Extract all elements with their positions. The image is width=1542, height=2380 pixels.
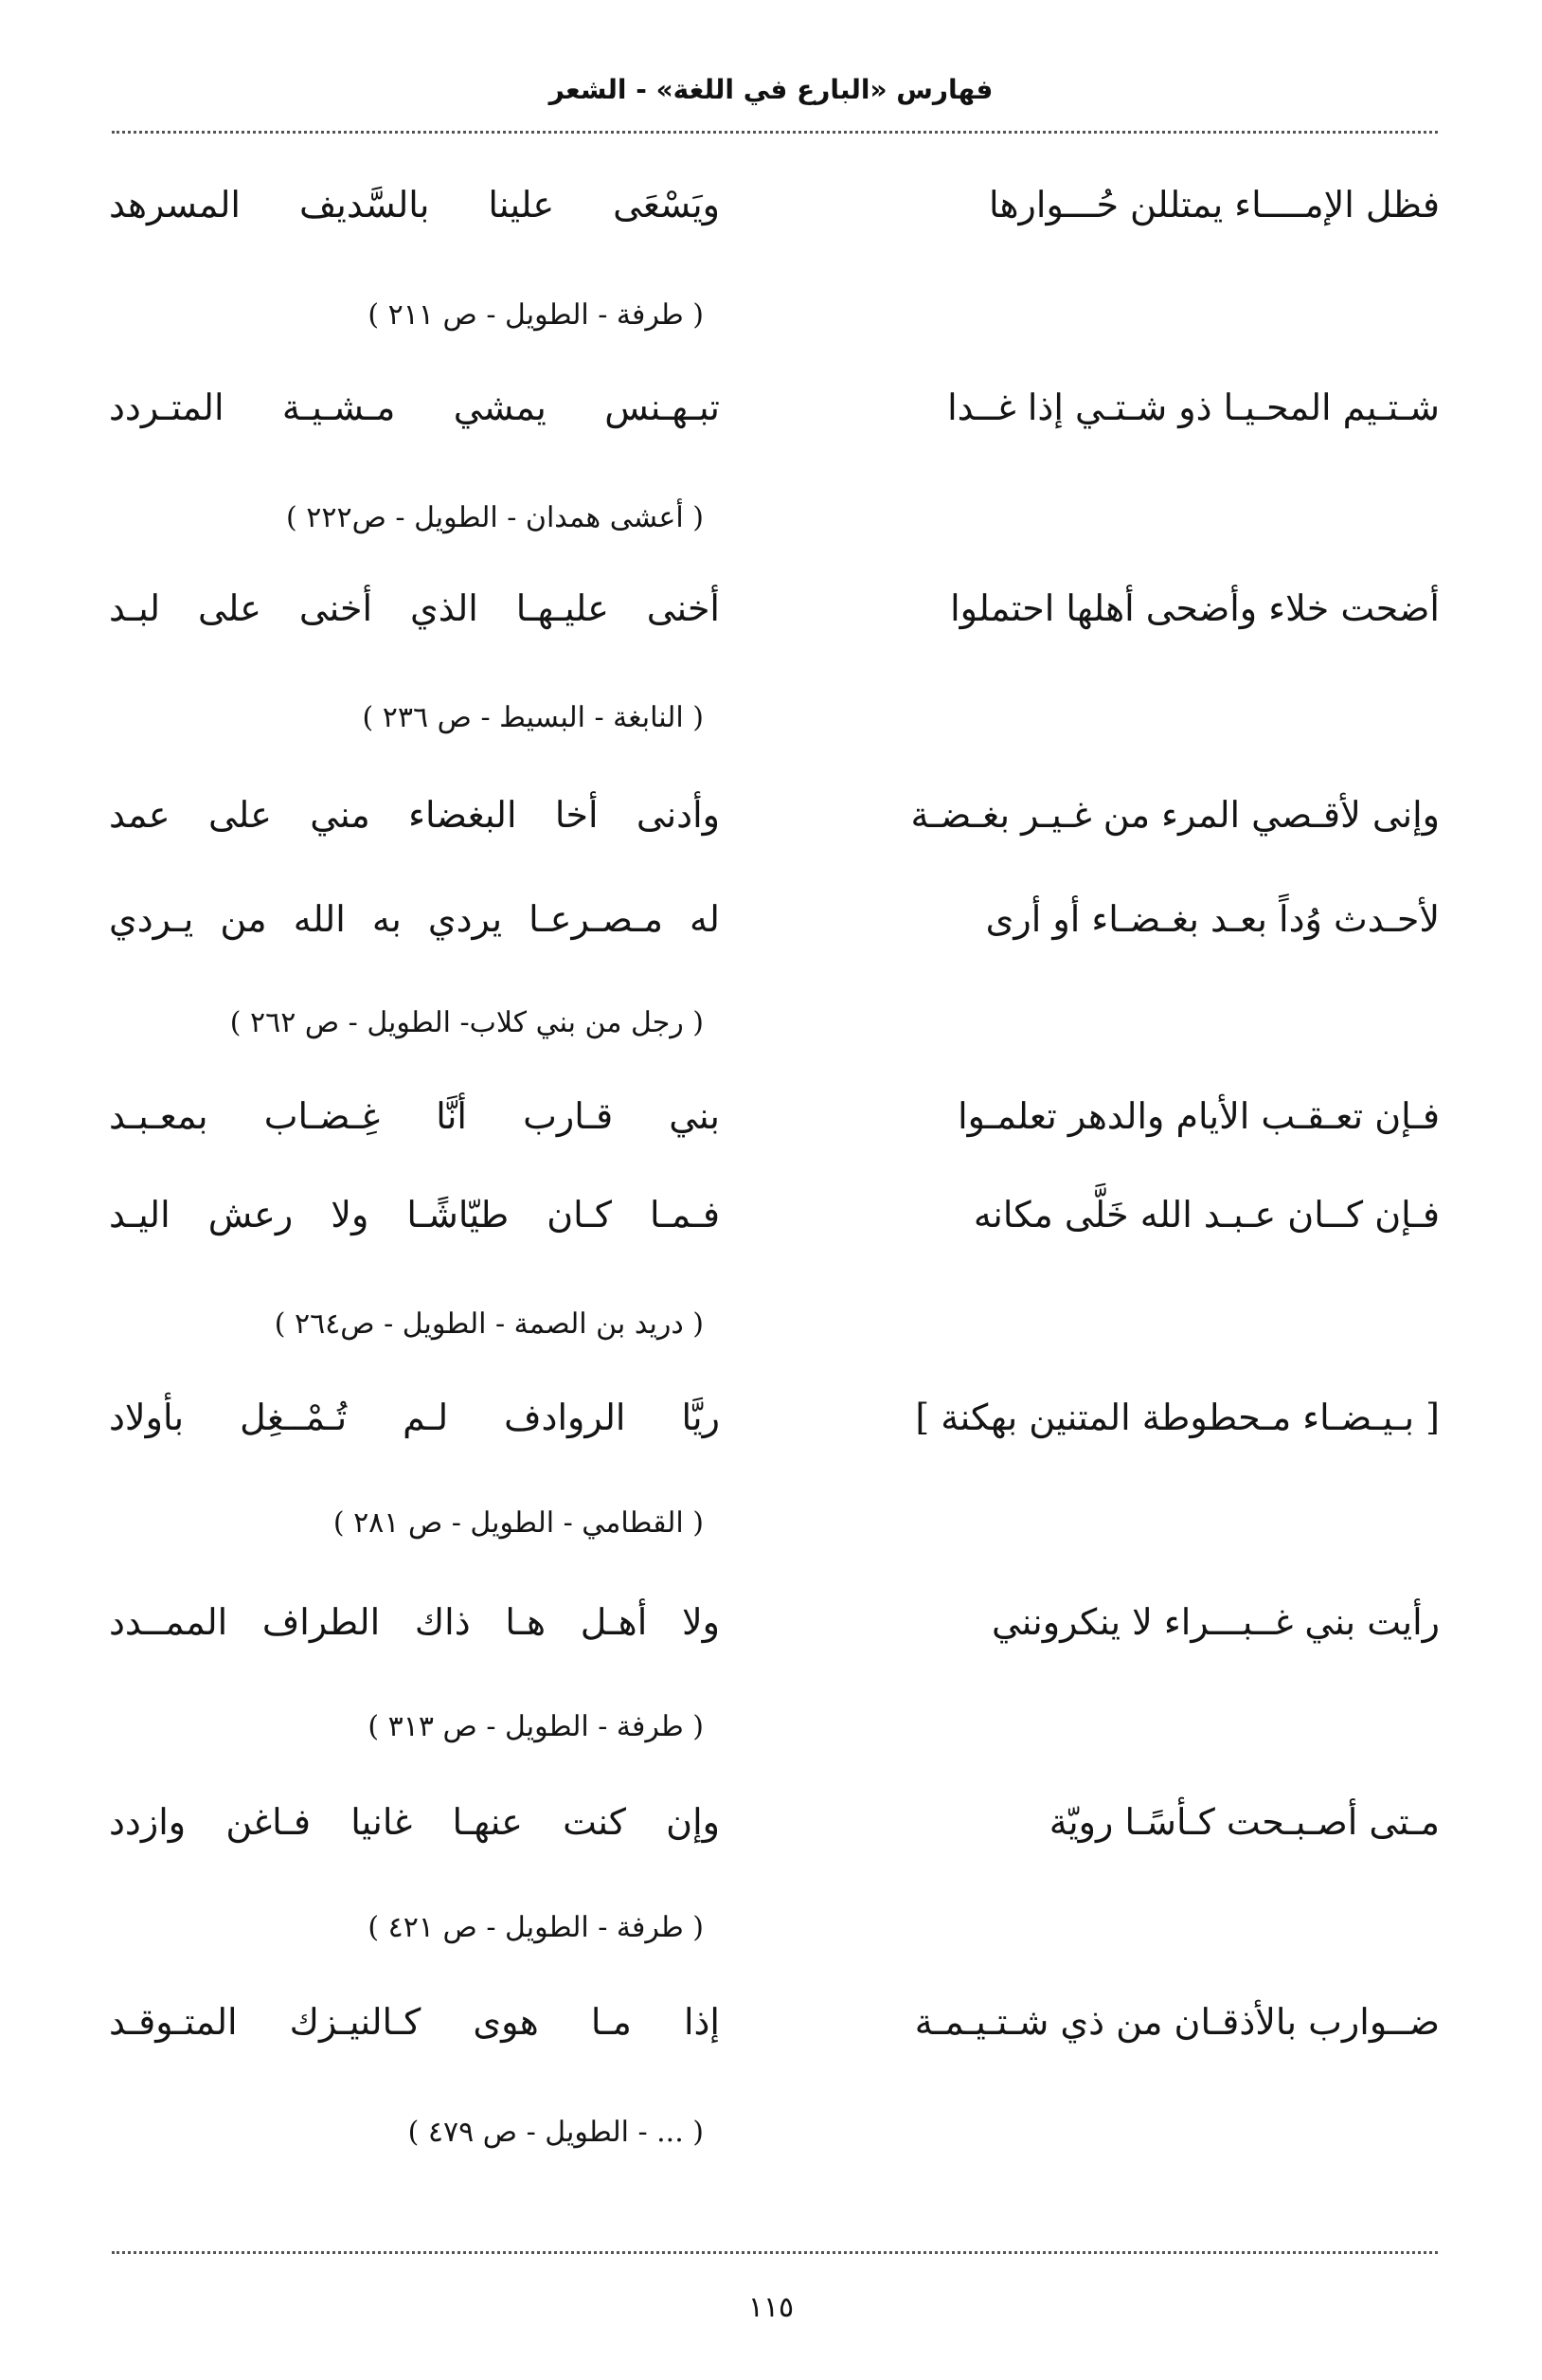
verse-second-hemistich: إذا مـا هوى كـالنيـزك المتـوقـد [109,2001,720,2043]
verse-second-hemistich: ريَّا الروادف لـم تُـمْــغِل بأولاد [109,1397,720,1438]
verse-line [109,1389,1440,1446]
verse-second-hemistich: له مـصـرعـا يردي به الله من يـردي [109,898,720,940]
verse-second-hemistich: ويَسْعَى علينا بالسَّديف المسرهد [109,184,720,225]
citation: ( أعشى همدان - الطويل - ص٢٢٢ ) [286,501,704,534]
verse-first-hemistich: فظل الإمــــاء يمتللن حُـــوارها [988,184,1440,225]
verse-second-hemistich: أخنى عليـهـا الذي أخنى على لبـد [109,587,720,629]
citation: ( النابغة - البسيط - ص ٢٣٦ ) [362,701,704,734]
verse-first-hemistich: أضحت خلاء وأضحى أهلها احتملوا [950,587,1440,629]
verse-first-hemistich: رأيت بني غــبـــراء لا ينكرونني [992,1601,1440,1643]
verse-line [109,1186,1440,1243]
verse-first-hemistich: مـتى أصـبـحت كـأسًـا رويّة [1049,1801,1440,1843]
page-number: ١١٥ [747,2291,795,2324]
citation: ( رجل من بني كلاب- الطويل - ص ٢٦٢ ) [229,1006,704,1039]
verse-line [109,580,1440,637]
verse-first-hemistich: شـتـيم المحـيـا ذو شـتـي إذا غــدا [947,387,1440,428]
verse-line [109,786,1440,843]
verse-second-hemistich: فـمـا كـان طيّاشًـا ولا رعش اليـد [109,1194,720,1235]
verse-line [109,379,1440,436]
verse-first-hemistich: فـإن تعـقـب الأيام والدهر تعلمـوا [958,1095,1440,1137]
verse-second-hemistich: تبـهـنس يمشي مـشـيـة المتـردد [109,387,720,428]
citation: ( طرفة - الطويل - ص ٣١٣ ) [368,1710,704,1743]
citation: ( ... - الطويل - ص ٤٧٩ ) [407,2116,704,2149]
verse-first-hemistich: [ بـيـضـاء مـحطوطة المتنين بهكنة ] [915,1397,1440,1438]
verse-first-hemistich: ضــوارب بالأذقـان من ذي شـتـيـمـة [914,2001,1440,2043]
verse-line [109,176,1440,233]
verse-first-hemistich: وإنى لأقـصي المرء من غـيـر بغـضـة [910,794,1440,836]
verse-first-hemistich: لأحـدث وُداً بعـد بغـضـاء أو أرى [985,898,1440,940]
verse-first-hemistich: فـإن كــان عـبـد الله خَلَّى مكانه [973,1194,1440,1235]
citation: ( القطامي - الطويل - ص ٢٨١ ) [332,1506,704,1540]
verse-line [109,891,1440,947]
running-header: فهارس «البارع في اللغة» - الشعر [548,74,994,105]
verse-line [109,1794,1440,1850]
verse-second-hemistich: بني قـارب أنَّا غِـضـاب بمعـبـد [109,1095,720,1137]
header-divider [112,131,1438,134]
citation: ( طرفة - الطويل - ص ٤٢١ ) [368,1911,704,1944]
verse-line [109,1088,1440,1145]
verse-second-hemistich: ولا أهـل هـا ذاك الطراف الممــدد [109,1601,720,1643]
verse-second-hemistich: وإن كنت عنهـا غانيا فـاغن وازدد [109,1801,720,1843]
citation: ( طرفة - الطويل - ص ٢١١ ) [368,298,704,332]
footer-divider [112,2251,1438,2254]
verse-line [109,1993,1440,2050]
citation: ( دريد بن الصمة - الطويل - ص٢٦٤ ) [274,1307,704,1341]
verse-second-hemistich: وأدنى أخا البغضاء مني على عمد [109,794,720,836]
verse-line [109,1594,1440,1650]
